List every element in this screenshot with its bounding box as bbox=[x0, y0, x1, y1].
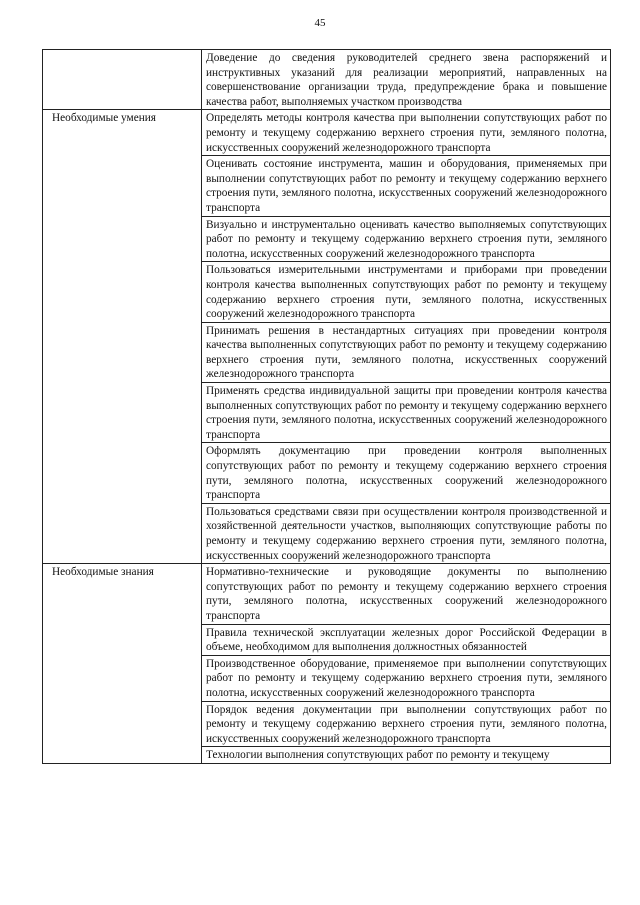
requirement-text-cell: Нормативно-технические и руководящие документы по выполнению сопутствующих работ по ремонту и текущему содержанию верхнего строения пути, земляного полотна, искусственных сооружений железнодорожного транспорта bbox=[202, 564, 611, 624]
table-row bbox=[43, 110, 611, 156]
requirement-text-cell: Принимать решения в нестандартных ситуациях при проведении контроля качества выполненных сопутствующих работ по ремонту и текущему содержанию верхнего строения пути, земляного полотна, искусственных сооружений железнодорожного транспорта bbox=[202, 322, 611, 382]
section-label-cell bbox=[43, 50, 202, 110]
page-number: 45 bbox=[314, 17, 326, 29]
requirement-text-cell: Пользоваться измерительными инструментами и приборами при проведении контроля качества выполненных сопутствующих работ по ремонту и текущему содержанию верхнего строения пути, земляного полотна, искусственных сооружений железнодорожного транспорта bbox=[202, 262, 611, 322]
requirement-text-cell: Оценивать состояние инструмента, машин и оборудования, применяемых при выполнении сопутствующих работ по ремонту и текущему содержанию верхнего строения пути, земляного полотна, искусственных сооружений железнодорожного транспорта bbox=[202, 156, 611, 216]
requirement-text-cell: Пользоваться средствами связи при осуществлении контроля производственной и хозяйственной деятельности участков, выполняющих сопутствующие работы по ремонту и текущему содержанию верхнего строения пути, земляного полотна, искусственных сооружений железнодорожного транспорта bbox=[202, 503, 611, 563]
table-row bbox=[43, 50, 611, 110]
table-body bbox=[43, 50, 611, 764]
requirement-text-cell: Порядок ведения документации при выполнении сопутствующих работ по ремонту и текущему содержанию верхнего строения пути, земляного полотна, искусственных сооружений железнодорожного транспорта bbox=[202, 701, 611, 747]
requirement-text-cell: Визуально и инструментально оценивать качество выполняемых сопутствующих работ по ремонту и текущему содержанию верхнего строения пути, земляного полотна, искусственных сооружений железнодорожного транспорта bbox=[202, 216, 611, 262]
table-row bbox=[43, 564, 611, 624]
requirement-text-cell: Оформлять документацию при проведении контроля выполненных сопутствующих работ по ремонту и текущему содержанию верхнего строения пути, земляного полотна, искусственных сооружений железнодорожного транспорта bbox=[202, 443, 611, 503]
requirement-text-cell: Применять средства индивидуальной защиты при проведении контроля качества выполненных сопутствующих работ по ремонту и текущему содержанию верхнего строения пути, земляного полотна, искусственных сооружений железнодорожного транспорта bbox=[202, 383, 611, 443]
requirement-text-cell: Доведение до сведения руководителей среднего звена распоряжений и инструктивных указаний для реализации мероприятий, направленных на совершенствование организации труда, предупреждение брака и повышение качества работ, выполняемых участком производства bbox=[202, 50, 611, 110]
requirement-text-cell: Определять методы контроля качества при выполнении сопутствующих работ по ремонту и текущему содержанию верхнего строения пути, земляного полотна, искусственных сооружений железнодорожного транспорта bbox=[202, 110, 611, 156]
requirement-text-cell: Производственное оборудование, применяемое при выполнении сопутствующих работ по ремонту и текущему содержанию верхнего строения пути, земляного полотна, искусственных сооружений железнодорожного транспорта bbox=[202, 655, 611, 701]
section-label-cell: Необходимые знания bbox=[43, 564, 202, 764]
requirements-table bbox=[42, 49, 611, 764]
requirement-text-cell: Технологии выполнения сопутствующих работ по ремонту и текущему bbox=[202, 747, 611, 764]
requirement-text-cell: Правила технической эксплуатации железных дорог Российской Федерации в объеме, необходимом для выполнения должностных обязанностей bbox=[202, 624, 611, 655]
section-label-cell: Необходимые умения bbox=[43, 110, 202, 564]
